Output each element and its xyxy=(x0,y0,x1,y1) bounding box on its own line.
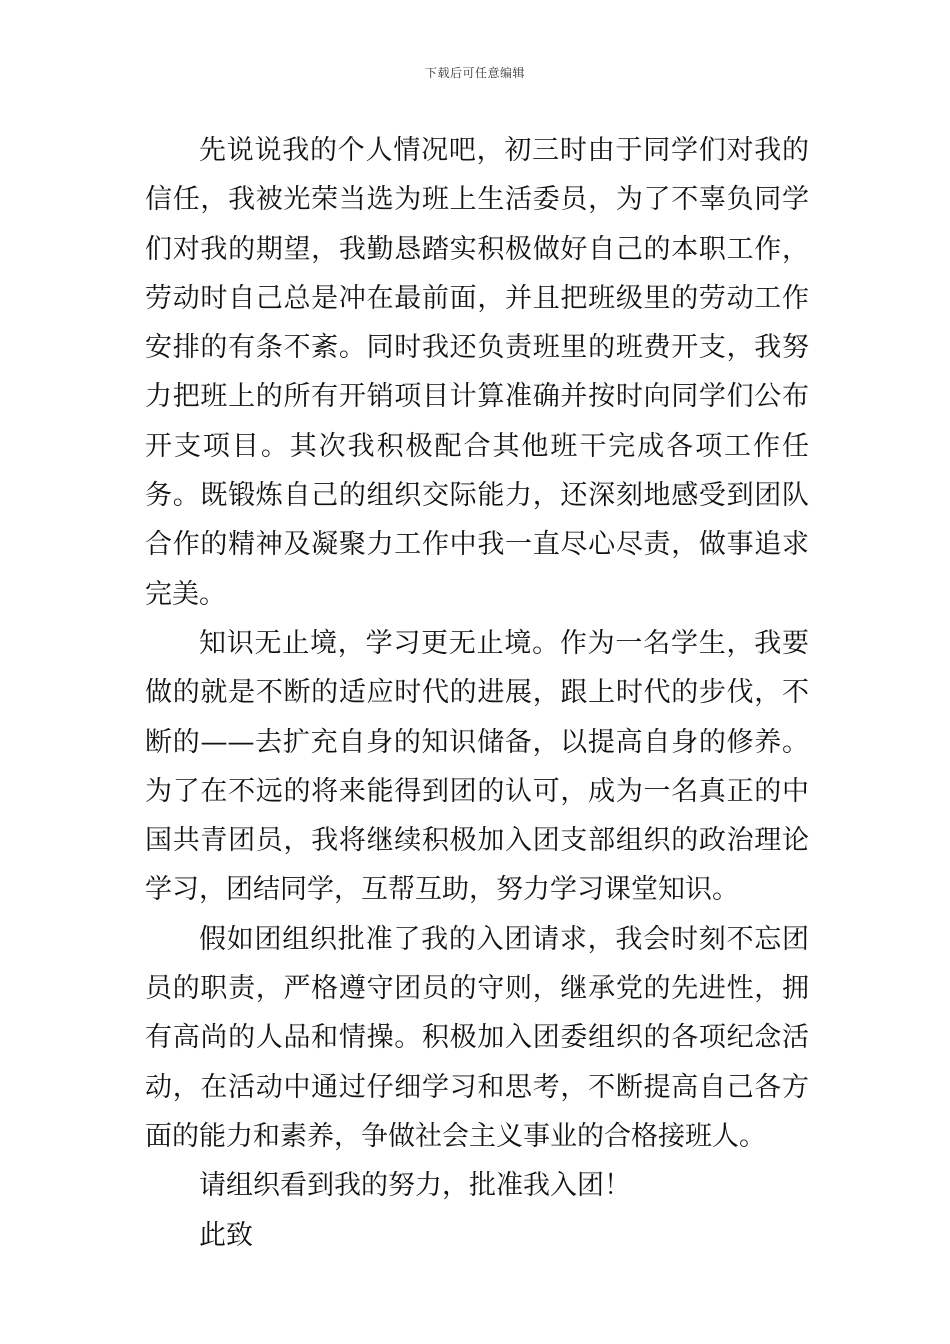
header-note: 下载后可任意编辑 xyxy=(424,66,525,80)
paragraph-learning: 知识无止境，学习更无止境。作为一名学生，我要做的就是不断的适应时代的进展，跟上时代的步伐，不断的——去扩充自身的知识储备，以提高自身的修养。为了在不远的将来能得到团的认可，成为一名真正的中国共青团员，我将继续积极加入团支部组织的政治理论学习，团结同学，互帮互助，努力学习课堂知识。 xyxy=(145,627,809,906)
paragraph-commitment: 假如团组织批准了我的入团请求，我会时刻不忘团员的职责，严格遵守团员的守则，继承党的先进性，拥有高尚的人品和情操。积极加入团委组织的各项纪念活动，在活动中通过仔细学习和思考，不断提高自己各方面的能力和素养，争做社会主义事业的合格接班人。 xyxy=(145,923,809,1152)
paragraph-personal-situation: 先说说我的个人情况吧，初三时由于同学们对我的信任，我被光荣当选为班上生活委员，为了不辜负同学们对我的期望，我勤恳踏实积极做好自己的本职工作，劳动时自己总是冲在最前面，并且把班级里的劳动工作安排的有条不紊。同时我还负责班里的班费开支，我努力把班上的所有开销项目计算准确并按时向同学们公布开支项目。其次我积极配合其他班干完成各项工作任务。既锻炼自己的组织交际能力，还深刻地感受到团队合作的精神及凝聚力工作中我一直尽心尽责，做事追求完美。 xyxy=(145,135,809,610)
paragraph-salutation: 此致 xyxy=(199,1219,253,1251)
paragraph-request: 请组织看到我的努力，批准我入团！ xyxy=(199,1170,631,1202)
document-body xyxy=(145,126,809,1260)
